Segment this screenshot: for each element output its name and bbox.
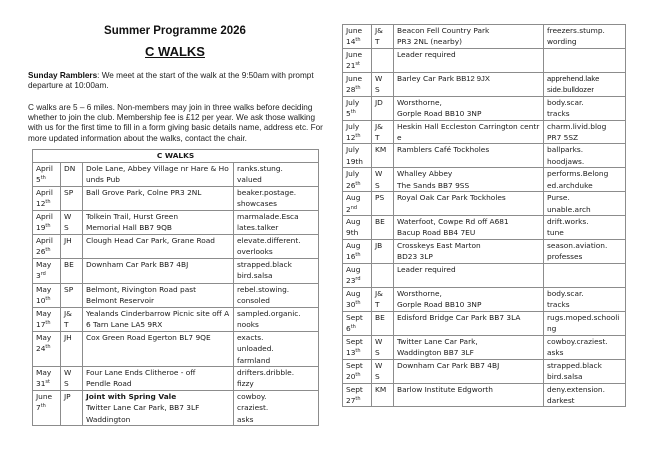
walk-location-text: Downham Car Park BB7 4BJ <box>86 260 189 269</box>
walk-leader: W S <box>372 72 394 96</box>
walk-what3words: beaker.postage. showcases <box>234 187 319 211</box>
walk-day: 26 <box>36 247 46 257</box>
walk-day: 16 <box>346 252 356 262</box>
walk-location <box>83 284 234 308</box>
walk-what3words: cowboy. craziest. asks <box>234 390 319 425</box>
walk-what3words: strapped.black bird.salsa <box>544 359 626 383</box>
walk-leader: DN <box>61 163 83 187</box>
walk-month: July <box>346 145 360 155</box>
walk-location <box>394 311 544 335</box>
walk-what3words <box>544 48 626 72</box>
walk-leader: JH <box>61 331 83 366</box>
walk-date <box>343 359 372 383</box>
walk-date <box>33 331 61 366</box>
walk-day-suffix: th <box>355 252 361 259</box>
walk-date <box>343 383 372 407</box>
walk-date <box>343 48 372 72</box>
walk-day: 21 <box>346 61 356 71</box>
walk-day: 10 <box>36 296 46 306</box>
walk-month: Aug <box>346 217 361 227</box>
walk-leader: SP <box>61 284 83 308</box>
walk-month: May <box>36 309 52 318</box>
walk-location <box>394 240 544 264</box>
walk-row <box>33 367 319 391</box>
walk-location-text: Dole Lane, Abbey Village nr Hare & Hounds Pub <box>86 164 229 185</box>
walk-location <box>394 335 544 359</box>
walk-day-suffix: th <box>45 320 51 327</box>
walk-what3words: drift.works. tune <box>544 216 626 240</box>
walk-leader: J& T <box>372 25 394 49</box>
walk-date <box>343 168 372 192</box>
walk-what3words: sampled.organic. nooks <box>234 308 319 332</box>
walk-location-text: Leader required <box>397 49 456 59</box>
walk-location <box>394 383 544 407</box>
walk-row <box>33 235 319 259</box>
walk-month: May <box>36 368 52 378</box>
walk-location-text: Downham Car Park BB7 4BJ <box>397 360 500 370</box>
walk-month: July <box>346 121 360 131</box>
walk-what3words: freezers.stump. wording <box>544 25 626 49</box>
walk-date <box>343 311 372 335</box>
walk-leader: J& T <box>372 287 394 311</box>
walk-day-suffix: st <box>45 379 50 386</box>
walk-location-text: Belmont, Rivington Road past Belmont Reservoir <box>86 285 196 306</box>
walk-what3words: exacts. unloaded. farmland <box>234 331 319 366</box>
walk-date <box>343 72 372 96</box>
walk-leader: W S <box>61 367 83 391</box>
walk-day: 12 <box>346 133 356 143</box>
walk-location-text: Royal Oak Car Park Tockholes <box>397 193 506 203</box>
walk-location <box>394 263 544 287</box>
walk-location-text: Waterfoot, Cowpe Rd off A681 Bacup Road BB4 7EU <box>397 217 509 238</box>
walk-location <box>394 168 544 192</box>
walk-month: Aug <box>346 193 361 203</box>
walk-day-suffix: th <box>355 37 361 44</box>
walk-day-suffix: rd <box>40 271 46 278</box>
walk-row <box>33 284 319 308</box>
walk-date <box>33 163 61 187</box>
walk-day-suffix: th <box>355 348 361 355</box>
walk-postcode: BB12 9JX <box>454 73 490 83</box>
walk-day-suffix: th <box>355 85 361 92</box>
walk-what3words: ranks.stung. valued <box>234 163 319 187</box>
walk-row <box>343 287 626 311</box>
walk-row <box>343 192 626 216</box>
walk-row <box>343 335 626 359</box>
walk-leader: J& T <box>61 308 83 332</box>
walk-leader: JP <box>61 390 83 425</box>
walk-row <box>33 390 319 425</box>
walk-leader: W S <box>372 359 394 383</box>
walk-leader: BE <box>372 216 394 240</box>
walk-day: 14 <box>346 37 356 47</box>
walk-location-text: Barley Car Park <box>397 73 455 83</box>
walk-what3words: season.aviation. professes <box>544 240 626 264</box>
walk-date <box>343 96 372 120</box>
walk-row <box>343 72 626 96</box>
walk-date <box>343 120 372 144</box>
walk-day: 19th <box>346 156 363 166</box>
walk-location-text: Beacon Fell Country Park PR3 2NL (nearby) <box>397 26 490 47</box>
walk-row <box>343 120 626 144</box>
walk-day-suffix: th <box>355 371 361 378</box>
walk-month: May <box>36 260 52 269</box>
walk-day-suffix: nd <box>350 204 358 211</box>
walk-row <box>343 25 626 49</box>
document-title: Summer Programme 2026 <box>104 25 246 37</box>
walk-what3words: ballparks. hoodjaws. <box>544 144 626 168</box>
walk-date <box>343 287 372 311</box>
walk-leader: KM <box>372 144 394 168</box>
walk-day-suffix: th <box>355 133 361 140</box>
walks-table-right <box>342 24 626 407</box>
walk-row <box>343 311 626 335</box>
intro-meeting-text: : We meet at the start of the walk at the 9:50am with prompt departure at 10:00am. <box>28 71 314 91</box>
walk-location-text: Clough Head Car Park, Grane Road <box>86 236 215 245</box>
walk-month: Aug <box>346 264 361 274</box>
walk-row <box>33 308 319 332</box>
walk-date <box>33 187 61 211</box>
walk-location <box>83 163 234 187</box>
walk-day-suffix: th <box>355 300 361 307</box>
walk-date <box>33 235 61 259</box>
walk-row <box>343 240 626 264</box>
document-subtitle: C WALKS <box>145 44 205 59</box>
walk-row <box>33 211 319 235</box>
walk-what3words: marmalade.Esca lates.talker <box>234 211 319 235</box>
walk-day: 13 <box>346 348 356 358</box>
walk-leader: JH <box>61 235 83 259</box>
walk-day: 9th <box>346 228 359 238</box>
walk-location-text: Ramblers Café Tockholes <box>397 145 490 155</box>
walk-day: 2 <box>346 204 351 214</box>
walk-day: 19 <box>36 223 46 233</box>
walk-location <box>83 211 234 235</box>
walk-row <box>343 263 626 287</box>
walk-what3words: charm.livid.blog PR7 5SZ <box>544 120 626 144</box>
walk-row <box>343 168 626 192</box>
walk-month: May <box>36 285 52 294</box>
walk-location <box>394 144 544 168</box>
walk-row <box>343 359 626 383</box>
walk-location <box>394 359 544 383</box>
walk-what3words <box>544 263 626 287</box>
walk-day: 24 <box>36 344 46 354</box>
walk-day: 28 <box>346 85 356 95</box>
walk-leader: BE <box>61 259 83 284</box>
walk-leader <box>372 263 394 287</box>
walk-row <box>33 331 319 366</box>
walk-date <box>33 367 61 391</box>
walk-what3words: Purse. unable.arch <box>544 192 626 216</box>
walk-date <box>343 240 372 264</box>
table-heading: C WALKS <box>33 150 319 163</box>
walk-day: 6 <box>346 324 351 334</box>
walk-month: June <box>346 73 363 83</box>
walk-month: Sept <box>346 312 363 322</box>
walk-date <box>33 211 61 235</box>
walk-location-text: Barlow Institute Edgworth <box>397 384 493 394</box>
walk-row <box>33 187 319 211</box>
walk-date <box>33 390 61 425</box>
walk-what3words: elevate.different. overlooks <box>234 235 319 259</box>
walk-date <box>343 263 372 287</box>
walk-day-suffix: th <box>45 199 51 206</box>
walk-date <box>33 259 61 284</box>
walk-row <box>33 163 319 187</box>
walk-day-suffix: th <box>350 109 356 116</box>
walk-leader: JB <box>372 240 394 264</box>
walk-location <box>394 72 544 96</box>
walk-location-note: Joint with Spring Vale <box>86 391 177 401</box>
walk-location-text: Whalley Abbey The Sands BB7 9SS <box>397 169 470 190</box>
walk-day-suffix: th <box>40 175 46 182</box>
walk-location-text: Tolkein Trail, Hurst Green Memorial Hall BB7 9QB <box>86 212 179 233</box>
walk-day: 30 <box>346 300 356 310</box>
walk-date <box>343 335 372 359</box>
walk-what3words: cowboy.craziest. asks <box>544 335 626 359</box>
walk-row <box>343 96 626 120</box>
walk-month: April <box>36 236 53 245</box>
walk-what3words: rebel.stowing. consoled <box>234 284 319 308</box>
walk-date <box>33 308 61 332</box>
walk-month: July <box>346 169 360 179</box>
intro-info-paragraph: C walks are 5 – 6 miles. Non-members may join in three walks before deciding whether to join the club. Membership fee is £12 per year. We ask those walking with us for the first time to fill in a form giving basic details name, address etc. For more updated information about the walks, contact the chair. <box>28 103 323 143</box>
walk-leader: JD <box>372 96 394 120</box>
walk-month: July <box>346 97 360 107</box>
walk-location <box>83 367 234 391</box>
walk-date <box>343 144 372 168</box>
intro-meeting-paragraph <box>28 71 323 91</box>
walk-month: Sept <box>346 336 363 346</box>
walk-location <box>83 259 234 284</box>
walk-row <box>343 216 626 240</box>
walk-day: 27 <box>346 395 356 405</box>
walk-location-text: Leader required <box>397 264 456 274</box>
intro-label: Sunday Ramblers <box>28 71 98 80</box>
walk-day: 31 <box>36 379 46 389</box>
walk-what3words: deny.extension. darkest <box>544 383 626 407</box>
walk-location-text: Crosskeys East Marton BD23 3LP <box>397 241 481 262</box>
walk-location-text: Yealands Cinderbarrow Picnic site off A6 Tarn Lane LA5 9RX <box>86 309 230 330</box>
walk-location <box>83 390 234 425</box>
walk-day-suffix: th <box>350 324 356 331</box>
walks-table-left <box>32 149 319 426</box>
walk-month: June <box>346 49 363 59</box>
walk-location <box>394 48 544 72</box>
walk-day-suffix: th <box>355 395 361 402</box>
walk-location-text: Worsthorne, Gorple Road BB10 3NP <box>397 288 482 310</box>
walk-leader: W S <box>372 335 394 359</box>
walk-leader: J& T <box>372 120 394 144</box>
walk-leader: PS <box>372 192 394 216</box>
walk-leader <box>372 48 394 72</box>
walk-month: April <box>36 212 53 221</box>
walk-month: Sept <box>346 384 363 394</box>
walk-leader: W S <box>61 211 83 235</box>
walk-location-text: Worsthorne, Gorple Road BB10 3NP <box>397 97 482 119</box>
walk-day: 23 <box>346 276 356 286</box>
walk-month: Sept <box>346 360 363 370</box>
walk-day-suffix: st <box>355 61 360 68</box>
walk-row <box>33 259 319 284</box>
walk-date <box>343 192 372 216</box>
walk-date <box>343 25 372 49</box>
walk-leader: BE <box>372 311 394 335</box>
walk-day: 20 <box>346 371 356 381</box>
walk-location <box>394 216 544 240</box>
walk-leader: KM <box>372 383 394 407</box>
walk-day: 26 <box>346 180 356 190</box>
walk-location-text: Cox Green Road Egerton BL7 9QE <box>86 332 211 342</box>
walk-day-suffix: th <box>40 403 46 410</box>
walk-day-suffix: th <box>355 180 361 187</box>
walk-location <box>394 25 544 49</box>
walk-location-text: Four Lane Ends Clitheroe - off Pendle Road <box>86 368 196 389</box>
walk-day-suffix: th <box>45 344 51 351</box>
walk-month: June <box>346 26 363 35</box>
walk-row <box>343 144 626 168</box>
walk-day: 5 <box>36 175 41 185</box>
walk-what3words: apprehend.lake side.bulldozer <box>544 72 626 96</box>
walk-row <box>343 48 626 72</box>
walk-day: 3 <box>36 271 41 281</box>
walk-date <box>33 284 61 308</box>
walk-location-text: Ball Grove Park, Colne PR3 2NL <box>86 188 202 197</box>
walk-leader: SP <box>61 187 83 211</box>
walk-location-text: Heskin Hall Eccleston Carrington centre <box>397 121 540 143</box>
walk-what3words: performs.Belong ed.archduke <box>544 168 626 192</box>
walk-month: Aug <box>346 241 361 251</box>
walk-month: Aug <box>346 288 361 298</box>
walk-location <box>83 235 234 259</box>
walk-day-suffix: th <box>45 247 51 254</box>
walk-what3words: rugs.moped.schooli ng <box>544 311 626 335</box>
walk-location <box>394 287 544 311</box>
walk-location <box>83 187 234 211</box>
walk-what3words: strapped.black bird.salsa <box>234 259 319 284</box>
walk-month: June <box>36 391 53 401</box>
walk-month: April <box>36 188 53 197</box>
walk-location-text: Edisford Bridge Car Park BB7 3LA <box>397 312 521 322</box>
walk-date <box>343 216 372 240</box>
walk-leader: W S <box>372 168 394 192</box>
walk-what3words: drifters.dribble. fizzy <box>234 367 319 391</box>
walk-day-suffix: th <box>45 223 51 230</box>
walk-location <box>83 308 234 332</box>
walk-what3words: body.scar. tracks <box>544 287 626 311</box>
walk-month: April <box>36 164 53 173</box>
walk-day-suffix: th <box>45 296 51 303</box>
walk-day-suffix: rd <box>355 276 361 283</box>
walk-location <box>83 331 234 366</box>
walk-day: 17 <box>36 320 46 330</box>
walk-row <box>343 383 626 407</box>
walk-day: 12 <box>36 199 46 209</box>
walk-location <box>394 96 544 120</box>
walk-day: 5 <box>346 109 351 119</box>
walk-what3words: body.scar. tracks <box>544 96 626 120</box>
walk-location <box>394 120 544 144</box>
walk-month: May <box>36 332 52 342</box>
walk-day: 7 <box>36 403 41 413</box>
walk-location-text: Twitter Lane Car Park, Waddington BB7 3LF <box>397 336 478 358</box>
walk-location-text: Twitter Lane Car Park, BB7 3LF Waddington <box>86 403 200 424</box>
walk-location <box>394 192 544 216</box>
